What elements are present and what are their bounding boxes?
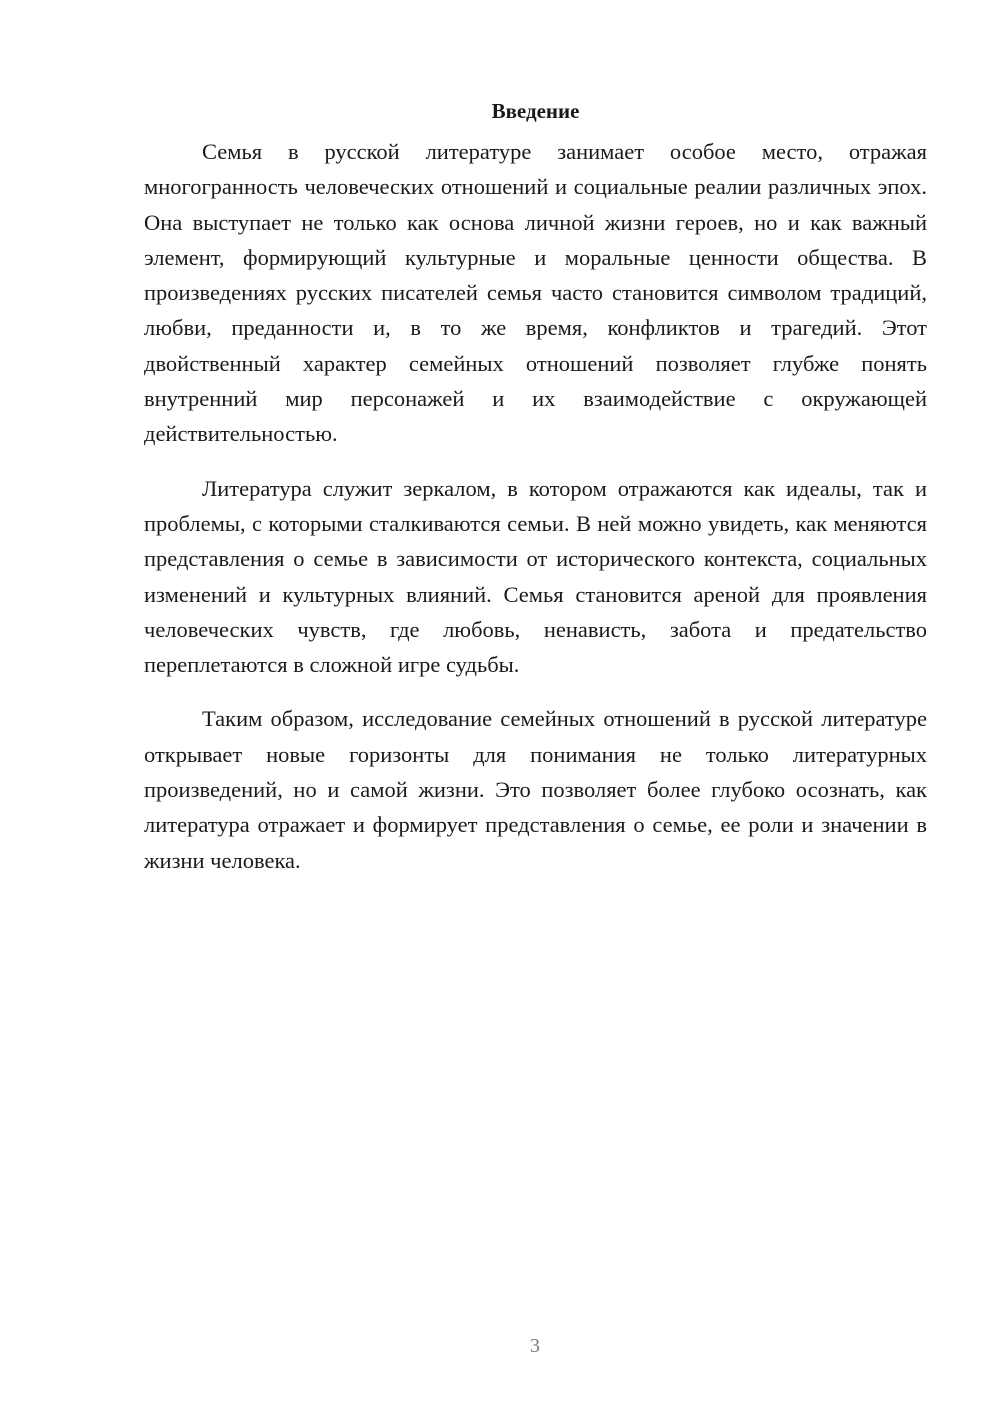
paragraph-3: Таким образом, исследование семейных отношений в русской литературе открывает новые горизонты для понимания не только литературных произведений, но и самой жизни. Это позволяет более глубоко осознать, как литература отражает и формирует представления о семье, ее роли и значении в жизни человека. — [144, 706, 927, 873]
paragraph-1: Семья в русской литературе занимает особое место, отражая многогранность человеческих отношений и социальные реалии различных эпох. Она выступает не только как основа личной жизни героев, но и как важный элемент, формирующий культурные и моральные ценности общества. В произведениях русских писателей семья часто становится символом традиций, любви, преданности и, в то же время, конфликтов и трагедий. Этот двойственный характер семейных отношений позволяет глубже понять внутренний мир персонажей и их взаимодействие с окружающей действительностью. — [144, 139, 927, 447]
page-number: 3 — [530, 1335, 540, 1357]
section-title: Введение — [491, 99, 580, 123]
page-content — [144, 96, 927, 897]
paragraph-2: Литература служит зеркалом, в котором отражаются как идеалы, так и проблемы, с которыми сталкиваются семьи. В ней можно увидеть, как меняются представления о семье в зависимости от исторического контекста, социальных изменений и культурных влияний. Семья становится ареной для проявления человеческих чувств, где любовь, ненависть, забота и предательство переплетаются в сложной игре судьбы. — [144, 475, 927, 678]
